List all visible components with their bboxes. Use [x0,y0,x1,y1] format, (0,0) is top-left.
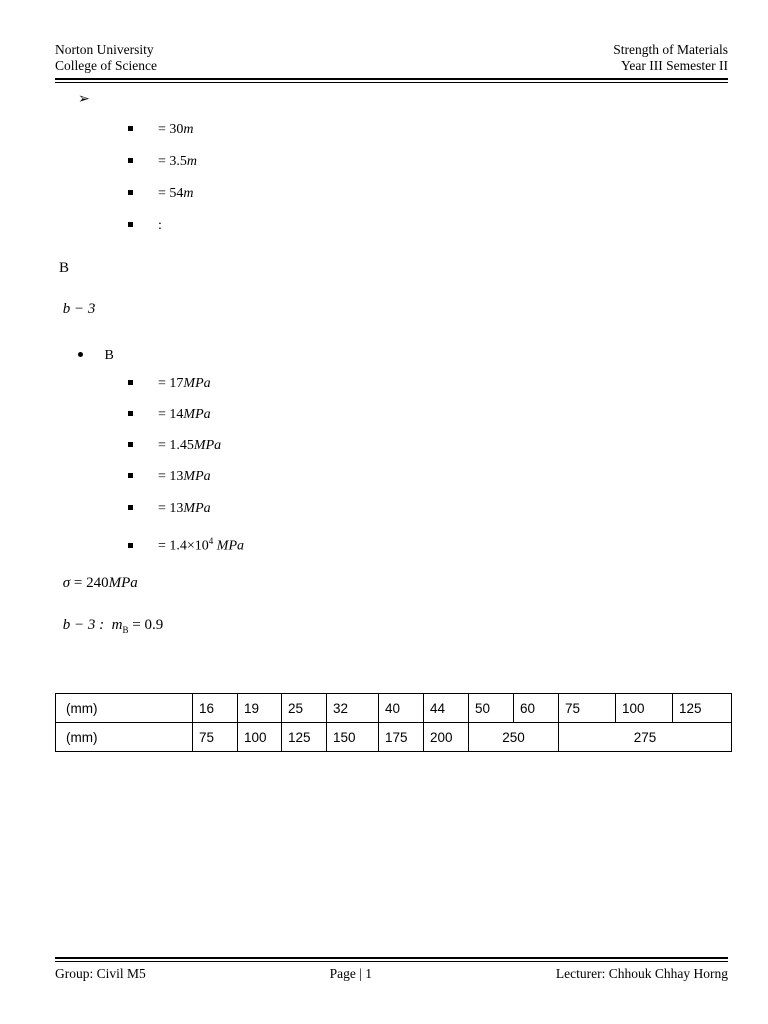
table-cell-merged: 275 [559,723,732,752]
row-header-unit: (mm) [66,729,98,745]
assumption-value: : [158,218,162,233]
strength-unit: MPa [193,438,222,453]
strength-unit: MPa [183,376,211,391]
wood-group-class: B [59,260,70,276]
table-cell: 32 [327,694,379,723]
assumption-value: = 3.5 [158,154,187,169]
condition-line [55,300,95,318]
table-cell: 16 [193,694,238,723]
lecturer-name: Lecturer: Chhouk Chhay Horng [555,966,728,981]
strength-unit: MPa [183,501,211,516]
factor-symbol: m [111,617,123,633]
university-name: Norton University [55,42,154,57]
assumption-item [128,121,194,139]
table-cell: 100 [238,723,282,752]
table-cell: 50 [469,694,514,723]
factor-expr: b − 3 : [62,617,105,633]
row-header-unit: (mm) [66,700,98,716]
page-header [55,42,728,74]
bullet-group-class: B [104,348,114,363]
header-divider [55,78,728,80]
page-number: Page | 1 [329,966,373,981]
header-divider-thin [55,82,728,83]
table-cell: 19 [238,694,282,723]
table-cell: 40 [379,694,424,723]
table-row [56,694,732,723]
strength-unit: MPa [183,469,211,484]
row-header-thickness [56,694,193,723]
timber-size-table [55,693,732,752]
group-label: Group: Civil M5 [55,966,146,981]
assumption-item [128,153,197,171]
factor-value: = 0.9 [132,617,164,633]
assumption-unit: m [183,186,194,201]
steel-value: = 240 [73,575,109,591]
arrow-bullet-icon: ➢ [78,92,90,107]
table-cell: 150 [327,723,379,752]
assumptions-heading [78,91,104,109]
assumption-unit: m [183,122,194,137]
college-name: College of Science [55,58,157,73]
steel-line [55,574,138,592]
table-cell: 125 [282,723,327,752]
assumption-value: = 30 [158,122,184,137]
table-cell: 175 [379,723,424,752]
strength-unit: MPa [216,538,245,554]
table-cell: 25 [282,694,327,723]
wood-group-line [55,259,69,277]
assumption-value: = 54 [158,186,184,201]
table-cell: 100 [616,694,673,723]
strength-exponent: 4 [208,536,214,546]
strength-value: = 14 [158,407,184,422]
strength-item [128,406,211,424]
table-cell: 60 [514,694,559,723]
sigma-symbol: σ [62,575,71,591]
strength-value: = 1.45 [158,438,194,453]
condition-expr: b − 3 [62,301,96,317]
footer-divider [55,957,728,959]
strength-value: = 13 [158,501,184,516]
factor-line [55,616,163,639]
table-cell: 75 [193,723,238,752]
page-footer [55,966,728,982]
assumption-unit: m [186,154,198,169]
table-cell: 125 [673,694,732,723]
wood-group-bullet [78,347,114,365]
strength-item [128,375,211,393]
footer-divider-thin [55,961,728,962]
steel-unit: MPa [108,575,138,591]
strength-value: = 1.4×10 [158,538,209,554]
table-cell: 75 [559,694,616,723]
table-cell: 44 [424,694,469,723]
table-cell: 200 [424,723,469,752]
assumption-item [128,185,194,203]
strength-item [128,532,244,556]
strength-value: = 13 [158,469,184,484]
strength-item [128,437,221,455]
course-term: Year III Semester II [621,58,728,73]
row-header-width [56,723,193,752]
strength-item [128,468,211,486]
strength-item [128,500,211,518]
table-row [56,723,732,752]
strength-value: = 17 [158,376,184,391]
strength-unit: MPa [183,407,211,422]
course-title: Strength of Materials [613,42,728,57]
assumption-item [128,217,162,235]
factor-subscript: B [122,625,129,635]
table-cell-merged: 250 [469,723,559,752]
